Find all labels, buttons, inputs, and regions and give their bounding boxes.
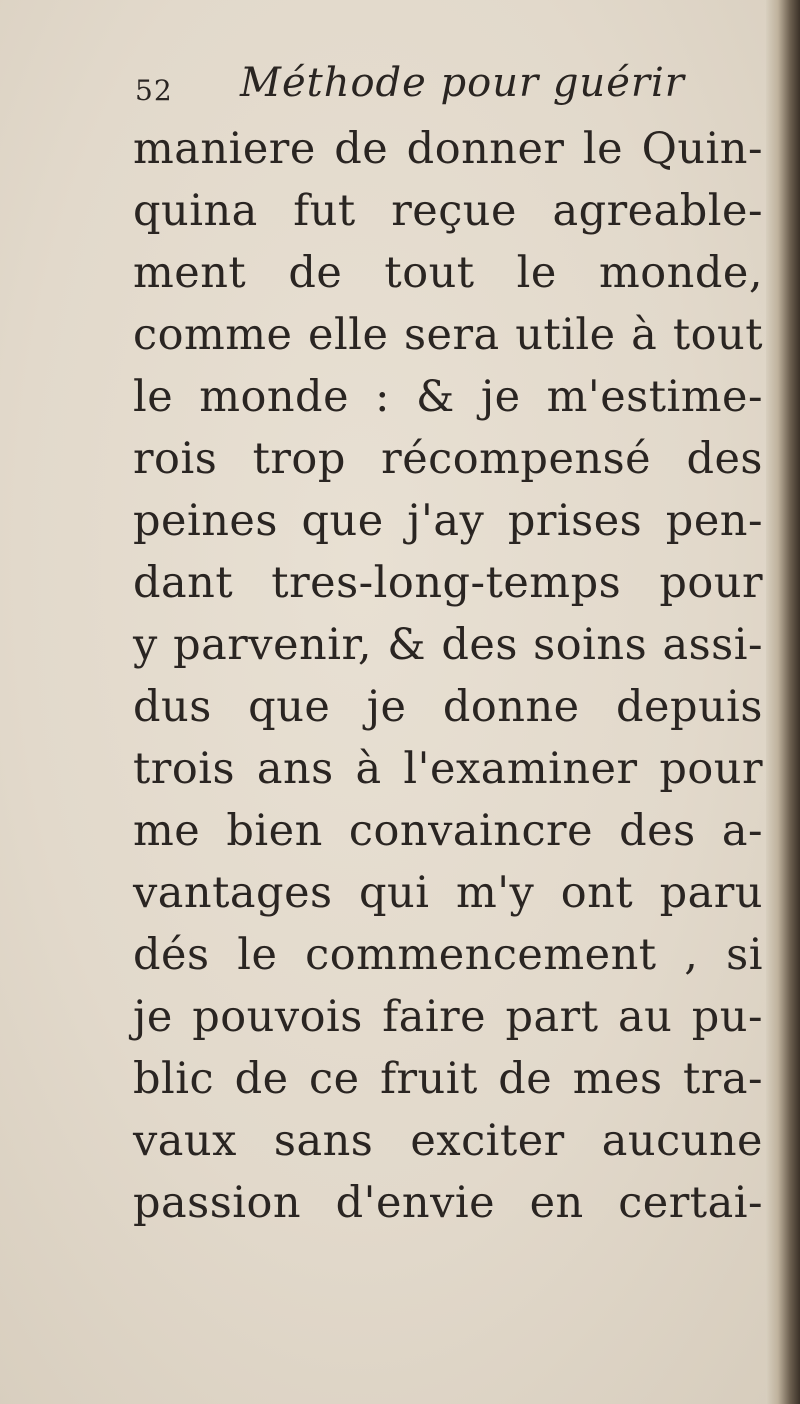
text-line: blic de ce fruit de mes tra- [133,1054,763,1104]
running-head: Méthode pour guérir [240,60,685,106]
text-line: vantages qui m'y ont paru [133,868,763,918]
text-line: je pouvois faire part au pu- [133,992,763,1042]
page-gutter-shadow [766,0,800,1404]
text-line: passion d'envie en certai- [133,1178,763,1228]
text-line: trois ans à l'examiner pour [133,744,763,794]
body-text [133,118,763,1234]
text-line: y parvenir, & des soins assi- [133,620,763,670]
text-line: rois trop récompensé des [133,434,763,484]
text-line: vaux sans exciter aucune [133,1116,763,1166]
page-header [135,60,695,110]
text-line: maniere de donner le Quin- [133,124,763,174]
text-line: dus que je donne depuis [133,682,763,732]
text-line: le monde : & je m'estime- [133,372,763,422]
text-line: quina fut reçue agreable- [133,186,763,236]
page-number: 52 [135,74,173,107]
text-line: peines que j'ay prises pen- [133,496,763,546]
text-line: dant tres-long-temps pour [133,558,763,608]
text-line: comme elle sera utile à tout [133,310,763,360]
text-line: dés le commencement , si [133,930,763,980]
text-line: ment de tout le monde, [133,248,763,298]
text-line: me bien convaincre des a- [133,806,763,856]
